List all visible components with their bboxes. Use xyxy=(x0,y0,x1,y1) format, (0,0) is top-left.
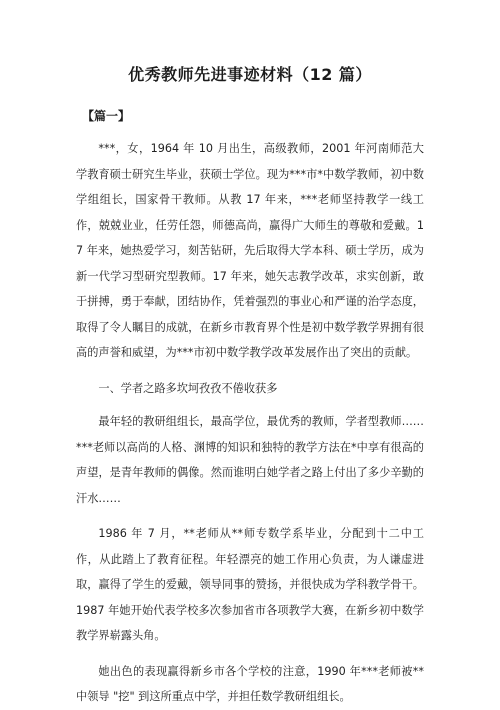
document-title: 优秀教师先进事迹材料（12 篇） xyxy=(128,65,372,84)
paragraph-1986: 1986 年 7 月，**老师从**师专数学系毕业，分配到十二中工作，从此踏上了教育征程。年轻漂亮的她工作用心负责，为人谦虚进取，赢得了学生的爱戴，领导同事的赞扬，并很快成为学科教学骨干。1987 年她开始代表学校多次参加省市各项教学大赛，在新乡初中数学教学界崭露头角。 xyxy=(76,527,424,642)
paragraph-1990: 她出色的表现赢得新乡市各个学校的注意，1990 年***老师被**中领导 "挖" 到这所重点中学，并担任数学教研组组长。 xyxy=(76,664,424,703)
paragraph-scholar: 最年轻的教研组组长，最高学位，最优秀的教师，学者型教师……***老师以高尚的人格、渊博的知识和独特的教学方法在*中享有很高的声望，是青年教师的偶像。然而谁明白她学者之路上付出了多少辛勤的汗水…… xyxy=(76,415,424,505)
paragraph-intro: ***，女，1964 年 10 月出生，高级教师，2001 年河南师范大学教育硕士研究生毕业，获硕士学位。现为***市*中数学教师，初中数学组组长，国家骨干教师。从教 17 年来，***老师坚持教学一线工作，兢兢业业，任劳任怨，师德高尚，赢得广大师生的尊敬和爱戴。17 年来，她热爱学习，刻苦钻研，先后取得大学本科、硕士学历，成为新一代学习型研究型教师。17 年来，她矢志教学改革，求实创新，敢于拼搏，勇于奉献，团结协作，凭着强烈的事业心和严谨的治学态度，取得了令人瞩目的成就，在新乡市教育界个性是初中数学教学界拥有很高的声誉和威望，为***市初中数学教学改革发展作出了突出的贡献。 xyxy=(76,142,424,359)
section-heading: 一、学者之路多坎坷孜孜不倦收获多 xyxy=(98,381,278,395)
section-label: 【篇一】 xyxy=(82,109,131,123)
